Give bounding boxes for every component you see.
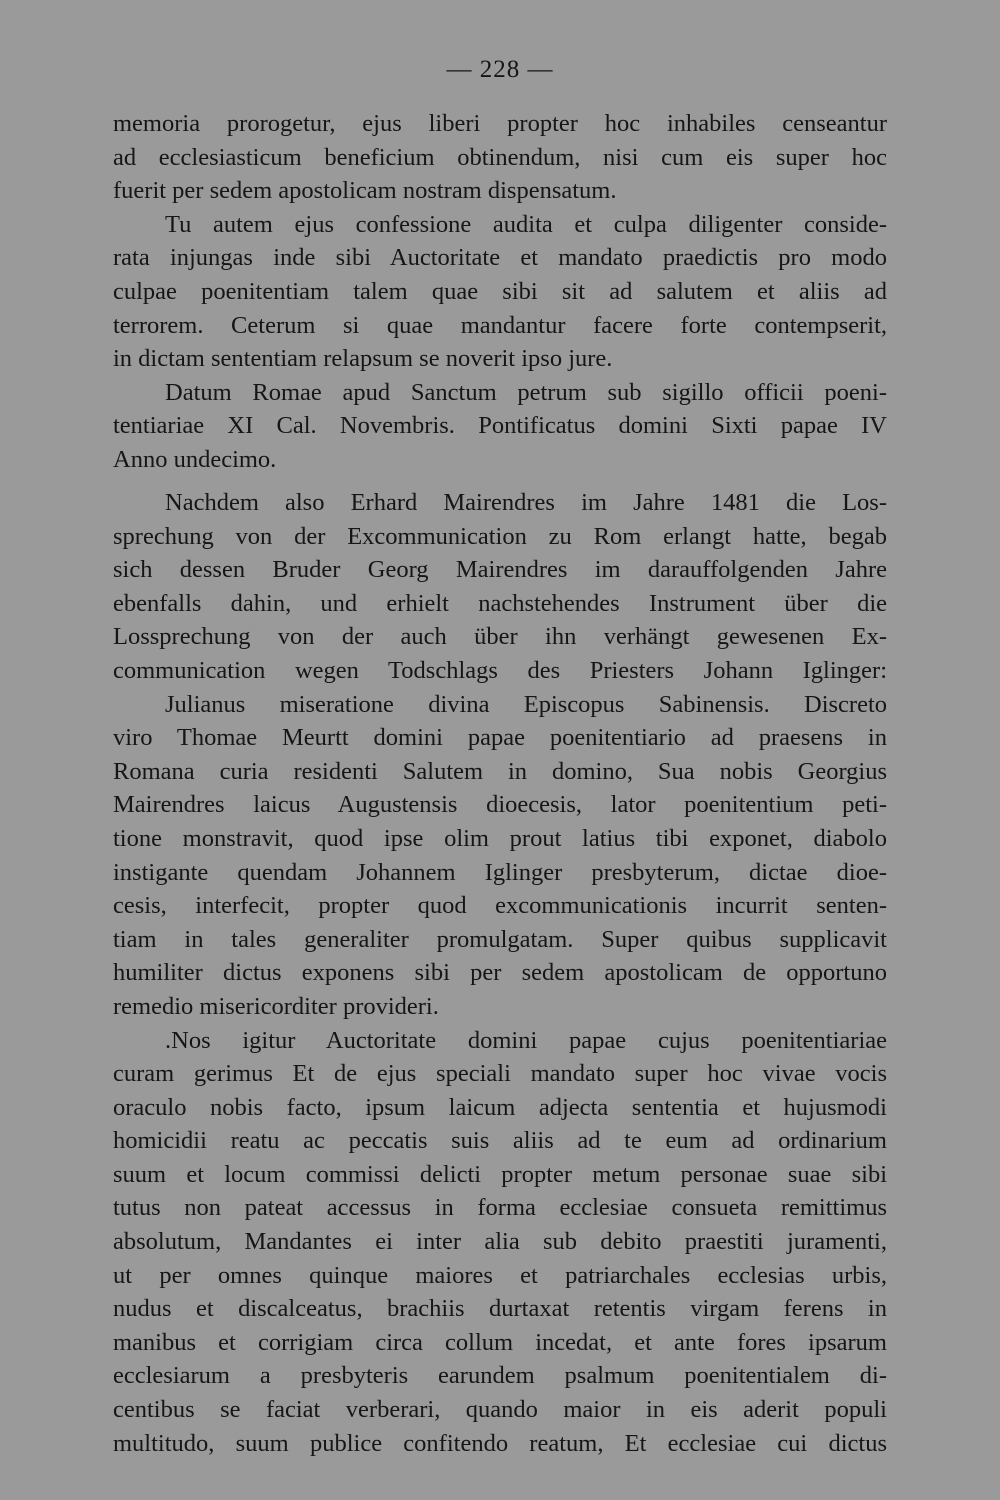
text-line: tentiariae XI Cal. Novembris. Pontificatus domini Sixti papae IV [113, 412, 887, 440]
text-line: terrorem. Ceterum si quae mandantur facere forte contempserit, [113, 311, 887, 339]
text-line: homicidii reatu ac peccatis suis aliis ad te eum ad ordinarium [113, 1127, 887, 1155]
text-line: centibus se faciat verberari, quando maior in eis aderit populi [113, 1396, 887, 1424]
text-line: fuerit per sedem apostolicam nostram dispensatum. [113, 177, 617, 205]
text-block-second-absolution [113, 486, 887, 1460]
text-line: sich dessen Bruder Georg Mairendres im darauffolgenden Jahre [113, 556, 887, 584]
text-line: oraculo nobis facto, ipsum laicum adjecta sententia et hujusmodi [113, 1093, 887, 1121]
text-line: .Nos igitur Auctoritate domini papae cujus poenitentiariae [165, 1026, 887, 1054]
text-line: rata injungas inde sibi Auctoritate et mandato praedictis pro modo [113, 244, 887, 272]
text-line: sprechung von der Excommunication zu Rom erlangt hatte, begab [113, 522, 887, 550]
text-line: Anno undecimo. [113, 445, 277, 473]
text-line: viro Thomae Meurtt domini papae poenitentiario ad praesens in [113, 724, 887, 752]
text-line: curam gerimus Et de ejus speciali mandato super hoc vivae vocis [113, 1060, 887, 1088]
text-line: Nachdem also Erhard Mairendres im Jahre 1481 die Los- [165, 489, 887, 516]
text-line: multitudo, suum publice confitendo reatum, Et ecclesiae cui dictus [113, 1429, 887, 1457]
text-line: Julianus miseratione divina Episcopus Sabinensis. Discreto [165, 690, 887, 718]
text-line: ad ecclesiasticum beneficium obtinendum, nisi cum eis super hoc [113, 143, 887, 171]
text-line: Romana curia residenti Salutem in domino, Sua nobis Georgius [113, 757, 887, 785]
page-number: — 228 — [446, 56, 554, 83]
text-line: tutus non pateat accessus in forma ecclesiae consueta remittimus [113, 1194, 887, 1222]
text-line: ut per omnes quinque maiores et patriarchales ecclesias urbis, [113, 1261, 887, 1289]
text-line: suum et locum commissi delicti propter metum personae suae sibi [113, 1160, 887, 1188]
text-line: communication wegen Todschlags des Priesters Johann Iglinger: [113, 656, 887, 684]
text-line: tione monstravit, quod ipse olim prout latius tibi exponet, diabolo [113, 824, 887, 852]
text-line: tiam in tales generaliter promulgatam. Super quibus supplicavit [113, 925, 887, 953]
text-line: cesis, interfecit, propter quod excommunicationis incurrit senten- [113, 892, 887, 920]
text-line: nudus et discalceatus, brachiis durtaxat retentis virgam ferens in [113, 1295, 887, 1323]
text-line: manibus et corrigiam circa collum incedat, et ante fores ipsarum [113, 1328, 887, 1356]
text-line: Lossprechung von der auch über ihn verhängt gewesenen Ex- [113, 623, 887, 651]
text-line: Mairendres laicus Augustensis dioecesis, lator poenitentium peti- [113, 791, 887, 819]
text-line: ecclesiarum a presbyteris earundem psalmum poenitentialem di- [113, 1362, 887, 1390]
text-line: humiliter dictus exponens sibi per sedem apostolicam de opportuno [113, 959, 887, 987]
text-line: absolutum, Mandantes ei inter alia sub debito praestiti juramenti, [113, 1228, 887, 1256]
text-line: memoria prorogetur, ejus liberi propter hoc inhabiles censeantur [113, 110, 887, 137]
text-line: ebenfalls dahin, und erhielt nachstehendes Instrument über die [113, 589, 887, 617]
text-line: Datum Romae apud Sanctum petrum sub sigillo officii poeni- [165, 378, 887, 406]
text-line: culpae poenitentiam talem quae sibi sit ad salutem et aliis ad [113, 277, 887, 305]
text-block-latin-conclusion [113, 107, 887, 477]
text-line: in dictam sententiam relapsum se noverit ipso jure. [113, 345, 613, 373]
text-line: Tu autem ejus confessione audita et culpa diligenter conside- [165, 210, 887, 238]
text-line: remedio misericorditer provideri. [113, 992, 439, 1020]
text-line: instigante quendam Johannem Iglinger presbyterum, dictae dioe- [113, 858, 887, 886]
